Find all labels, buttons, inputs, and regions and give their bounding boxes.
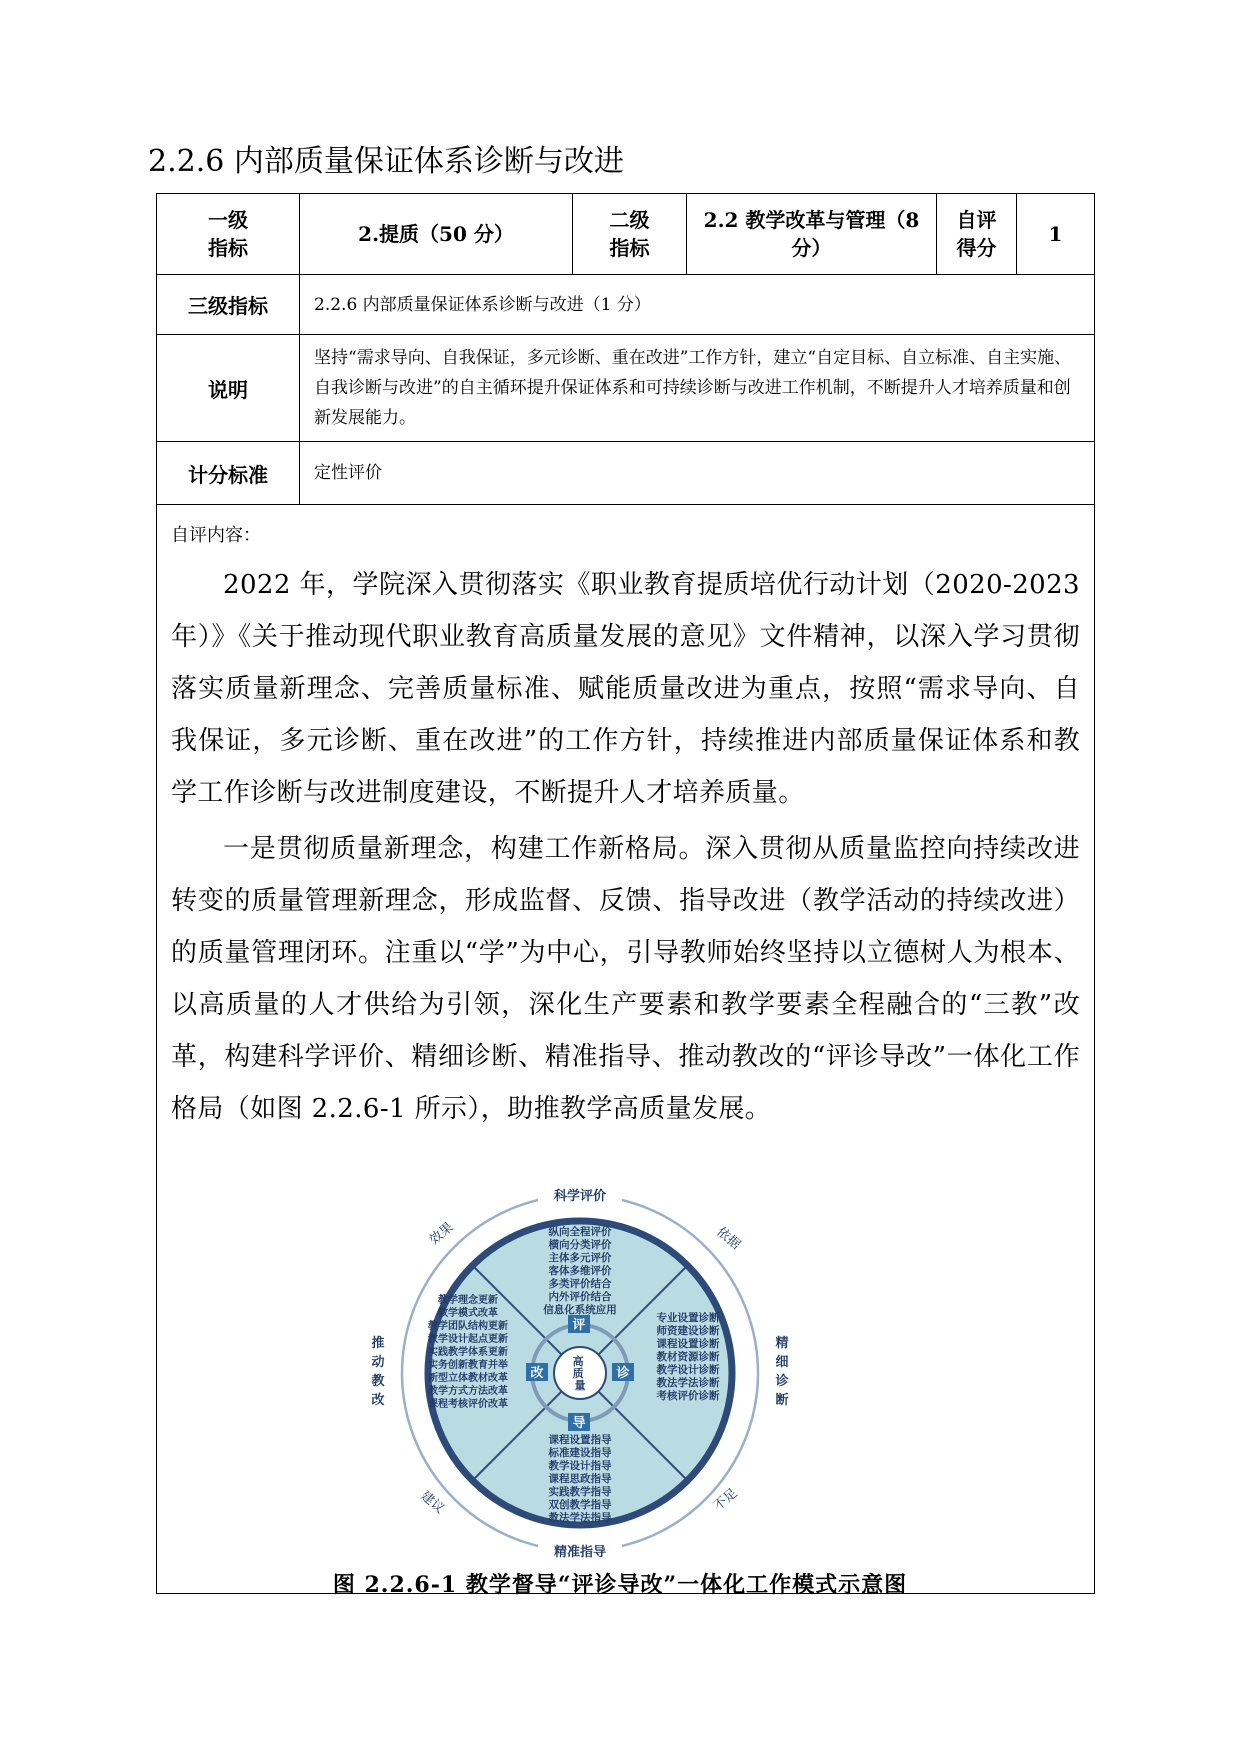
level3-value: 2.2.6 内部质量保证体系诊断与改进（1 分） <box>300 275 1095 335</box>
explain-value: 坚持“需求导向、自我保证，多元诊断、重在改进”工作方针，建立“自定目标、自立标准、自主实施、自我诊断与改进”的自主循环提升保证体系和可持续诊断与改进工作机制，不断提升人才培养质量和创新发展能力。 <box>300 335 1095 442</box>
top-item: 信息化系统应用 <box>543 1304 617 1316</box>
left-label: 推动教改 <box>371 1336 385 1408</box>
core-ping-label: 评 <box>572 1318 586 1333</box>
core-zhen-label: 诊 <box>616 1366 630 1381</box>
right-item: 教法学法诊断 <box>656 1377 720 1389</box>
right-item: 考核评价诊断 <box>656 1390 720 1402</box>
top-item: 横向分类评价 <box>548 1239 612 1251</box>
content-label: 自评内容： <box>171 525 261 546</box>
evaluation-diagram <box>360 1185 800 1561</box>
score-value: 1 <box>1017 194 1095 275</box>
scoring-label: 计分标准 <box>157 442 300 505</box>
right-item-list <box>656 1311 720 1402</box>
top-item: 纵向全程评价 <box>548 1226 612 1238</box>
bottom-label: 精准指导 <box>553 1545 607 1560</box>
bottom-item: 标准建设指导 <box>548 1447 612 1459</box>
left-item: 实务创新教育并举 <box>428 1360 508 1371</box>
explain-label: 说明 <box>157 335 300 442</box>
paragraph-2: 一是贯彻质量新理念，构建工作新格局。深入贯彻从质量监控向持续改进转变的质量管理新理念，形成监督、反馈、指导改进（教学活动的持续改进）的质量管理闭环。注重以“学”为中心，引导教师始终坚持以立德树人为根本、以高质量的人才供给为引领，深化生产要素和教学要素全程融合的“三教”改革，构建科学评价、精细诊断、精准指导、推动教改的“评诊导改”一体化工作格局（如图 2.2.6-1 所示），助推教学高质量发展。 <box>171 834 1080 1124</box>
bottom-item: 课程思政指导 <box>548 1473 612 1485</box>
paragraph-1: 2022 年，学院深入贯彻落实《职业教育提质培优行动计划（2020-2023 年）》《关于推动现代职业教育高质量发展的意见》文件精神，以深入学习贯彻落实质量新理念、完善质量标准、赋能质量改进为重点，按照“需求导向、自我保证，多元诊断、重在改进”的工作方针，持续推进内部质量保证体系和教学工作诊断与改进制度建设，不断提升人才培养质量。 <box>171 570 1080 808</box>
level1-label: 一级 指标 <box>157 194 300 275</box>
core-dao-label: 导 <box>572 1416 586 1431</box>
right-item: 教学设计诊断 <box>656 1364 720 1376</box>
left-item: 教学方式方法改革 <box>428 1386 508 1397</box>
bottom-item: 课程设置指导 <box>548 1434 612 1446</box>
right-item: 师资建设诊断 <box>656 1325 720 1337</box>
level2-label: 二级 指标 <box>573 194 687 275</box>
bottom-item-list <box>548 1433 612 1524</box>
core-gai-label: 改 <box>530 1366 544 1381</box>
left-item: 教学模式改革 <box>438 1308 498 1319</box>
section-heading: 2.2.6 内部质量保证体系诊断与改进 <box>148 144 624 179</box>
left-item: 课程考核评价改革 <box>428 1399 508 1410</box>
level2-value: 2.2 教学改革与管理（8 分） <box>687 194 937 275</box>
top-item: 客体多维评价 <box>548 1265 612 1277</box>
left-item: 教学理念更新 <box>438 1295 498 1306</box>
top-item: 内外评价结合 <box>548 1291 612 1303</box>
score-label: 自评 得分 <box>937 194 1017 275</box>
bottom-item: 双创教学指导 <box>548 1499 612 1511</box>
right-label: 精细诊断 <box>775 1336 789 1408</box>
center-label: 高 质 量 <box>572 1355 586 1392</box>
left-item: 教学设计起点更新 <box>428 1334 508 1345</box>
left-item: 教学团队结构更新 <box>428 1321 508 1332</box>
bottom-item: 实践教学指导 <box>548 1486 612 1498</box>
bottom-item: 教法学法指导 <box>548 1512 612 1524</box>
left-item: 新型立体教材改革 <box>428 1373 508 1384</box>
top-item: 多类评价结合 <box>548 1278 612 1290</box>
right-item: 课程设置诊断 <box>656 1338 720 1350</box>
figure-caption: 图 2.2.6-1 教学督导“评诊导改”一体化工作模式示意图 <box>332 1572 908 1598</box>
level1-value: 2.提质（50 分） <box>300 194 573 275</box>
arc-label-bottom-right: 不足 <box>710 1485 741 1515</box>
left-item: 实践教学体系更新 <box>428 1347 508 1358</box>
level3-label: 三级指标 <box>157 275 300 335</box>
right-item: 教材资源诊断 <box>656 1351 720 1363</box>
scoring-value: 定性评价 <box>300 442 1095 505</box>
bottom-item: 教学设计指导 <box>548 1460 612 1472</box>
right-item: 专业设置诊断 <box>656 1312 720 1324</box>
arc-label-top-left: 效果 <box>426 1219 457 1249</box>
top-item: 主体多元评价 <box>548 1252 612 1264</box>
left-item-list <box>427 1293 508 1410</box>
arc-label-bottom-left: 建议 <box>417 1488 447 1517</box>
top-label: 科学评价 <box>553 1189 607 1204</box>
top-item-list <box>543 1225 617 1316</box>
arc-label-top-right: 依据 <box>713 1224 743 1253</box>
